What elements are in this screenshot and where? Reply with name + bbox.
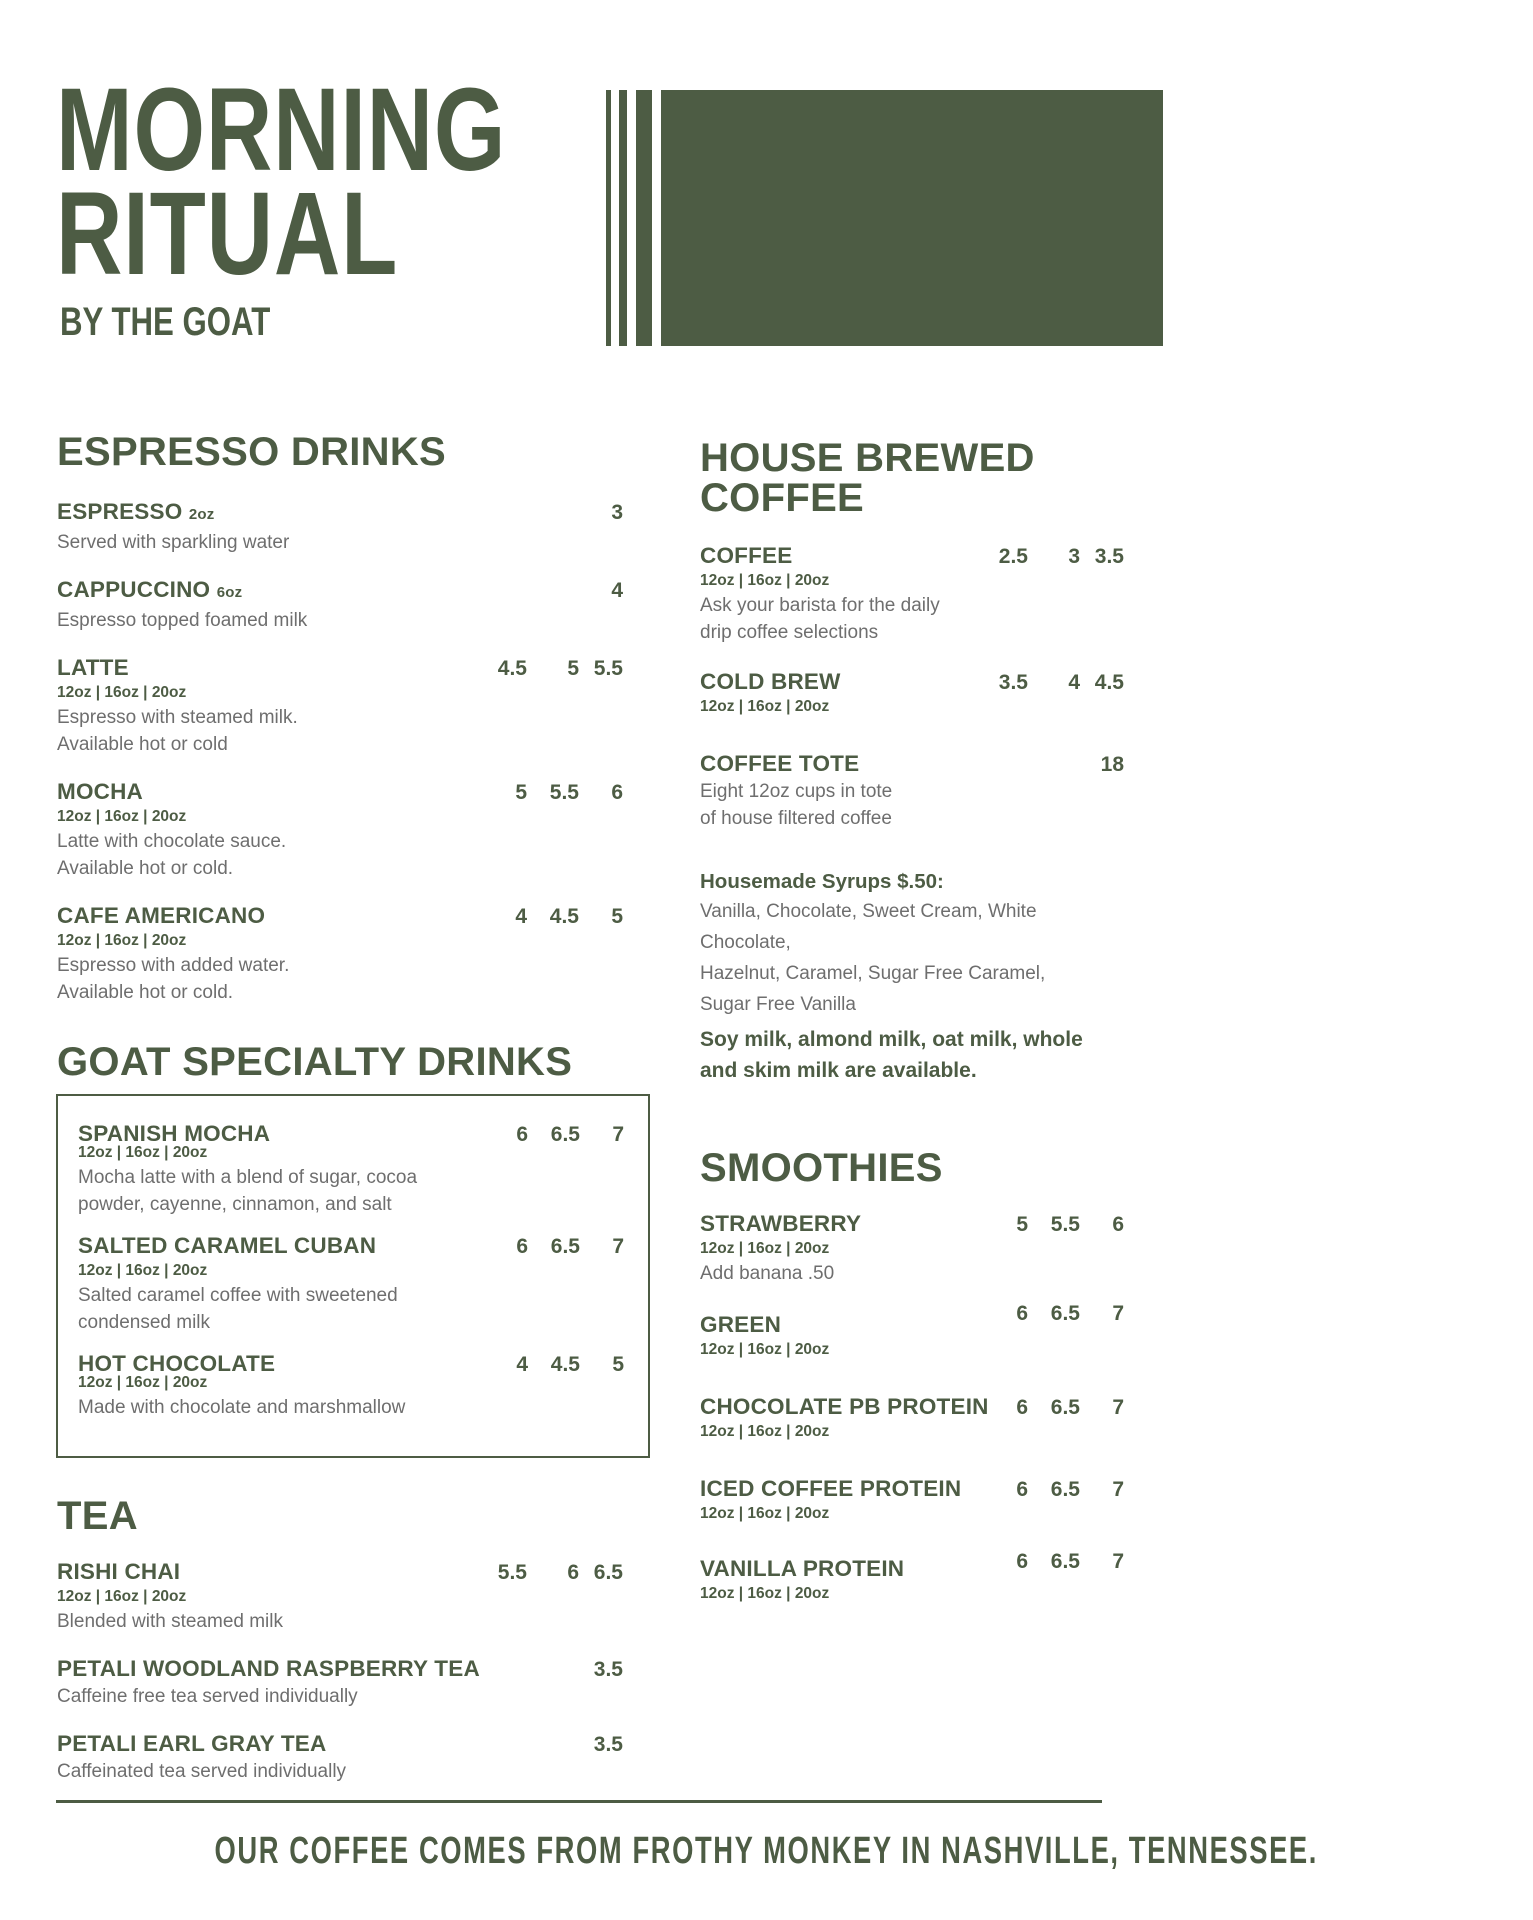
decorative-stripe [606,90,611,346]
price: 7 [1112,1302,1124,1325]
item-sizes: 12oz | 16oz | 20oz [700,1341,830,1358]
price: 4.5 [549,905,579,928]
item-prices [484,1234,624,1260]
price: 4.5 [1094,671,1124,694]
price: 6.5 [550,1235,580,1258]
menu-item [700,750,1124,832]
item-description: of house filtered coffee [700,808,892,829]
header-banner-block [661,90,1163,346]
item-prices [483,904,623,930]
price: 7 [612,1235,624,1258]
price: 6 [516,1123,528,1146]
price: 5 [515,781,527,804]
price: 7 [1112,1478,1124,1501]
item-description: Salted caramel coffee with sweetened [78,1285,398,1306]
menu-title-line1: MORNING [56,64,507,196]
menu-item [57,654,623,758]
price: 5.5 [549,781,579,804]
item-description: Caffeinated tea served individually [57,1761,347,1782]
menu-item [57,498,623,556]
menu-item [700,1210,1124,1287]
section-tea [57,1496,623,1785]
menu-item [700,1302,1124,1361]
menu-item [78,1120,624,1218]
menu-item [700,668,1124,718]
item-name: CHOCOLATE PB PROTEIN [700,1394,989,1419]
item-name: VANILLA PROTEIN [700,1556,905,1581]
item-name: ESPRESSO 2oz [57,499,215,524]
section-house-brewed-coffee [700,438,1124,832]
item-name: CAPPUCCINO 6oz [57,577,243,602]
item-sizes: 12oz | 16oz | 20oz [700,572,830,589]
item-prices [984,670,1124,696]
price: 6.5 [1050,1478,1080,1501]
price: 5 [611,905,623,928]
item-name: STRAWBERRY [700,1211,862,1236]
price: 6.5 [1050,1550,1080,1573]
section-specialty-drinks [78,1120,624,1421]
price: 6 [611,781,623,804]
milk-note-line: Soy milk, almond milk, oat milk, whole [700,1028,1083,1051]
item-prices [483,780,623,806]
price: 6 [1112,1213,1124,1236]
item-name: LATTE [57,655,129,680]
item-name: PETALI WOODLAND RASPBERRY TEA [57,1656,480,1681]
item-sizes: 12oz | 16oz | 20oz [78,1374,208,1391]
menu-item [57,902,623,1006]
section-specialty-title [57,1042,623,1082]
item-oz: 2oz [188,506,215,523]
price: 4 [611,579,623,602]
menu-title [56,64,507,300]
item-prices [1064,752,1124,778]
item-name: MOCHA [57,779,143,804]
item-name: SPANISH MOCHA [78,1121,271,1146]
item-prices [984,1477,1124,1503]
item-description: Espresso topped foamed milk [57,610,308,631]
item-sizes: 12oz | 16oz | 20oz [78,1262,208,1279]
item-description: Available hot or cold. [57,858,234,879]
price: 4.5 [497,657,527,680]
price: 4 [515,905,527,928]
item-description: Eight 12oz cups in tote [700,781,893,802]
item-sizes: 12oz | 16oz | 20oz [57,1588,187,1605]
section-espresso-drinks [57,432,623,1006]
price: 3.5 [998,671,1028,694]
section-title [700,438,1124,518]
item-description: Blended with steamed milk [57,1611,283,1632]
item-prices [563,578,623,604]
price: 7 [612,1123,624,1146]
item-description: Add banana .50 [700,1263,835,1284]
syrups-line: Sugar Free Vanilla [700,994,856,1015]
price: 6 [1016,1478,1028,1501]
price: 7 [1112,1396,1124,1419]
item-sizes: 12oz | 16oz | 20oz [78,1144,208,1161]
item-description: Made with chocolate and marshmallow [78,1397,406,1418]
item-name: PETALI EARL GRAY TEA [57,1731,327,1756]
footer-divider [56,1800,1102,1803]
price: 6.5 [550,1123,580,1146]
item-prices [984,1395,1124,1421]
item-name: COFFEE [700,543,793,568]
price: 6.5 [1050,1396,1080,1419]
price: 3 [611,501,623,524]
decorative-stripe [636,90,652,346]
menu-item [78,1232,624,1336]
price: 5 [567,657,579,680]
menu-item [700,1393,1124,1443]
price: 4 [516,1353,528,1376]
price: 6.5 [1050,1302,1080,1325]
price: 6 [1016,1396,1028,1419]
item-name: RISHI CHAI [57,1559,181,1584]
item-prices [483,656,623,682]
decorative-stripe [619,90,627,346]
item-description: Espresso with steamed milk. [57,707,298,728]
menu-item [57,1730,623,1785]
menu-item [700,1475,1124,1525]
menu-item [57,778,623,882]
item-name: GREEN [700,1312,782,1337]
price: 5.5 [1050,1213,1080,1236]
price: 6 [516,1235,528,1258]
item-description: powder, cayenne, cinnamon, and salt [78,1194,392,1215]
item-prices [984,1301,1124,1327]
item-name: CAFE AMERICANO [57,903,266,928]
price: 4 [1068,671,1080,694]
item-description: condensed milk [78,1312,211,1333]
syrups-block [700,868,1124,1020]
item-sizes: 12oz | 16oz | 20oz [700,1505,830,1522]
section-title: TEA [57,1494,138,1538]
item-prices [484,1122,624,1148]
item-name: HOT CHOCOLATE [78,1351,276,1376]
price: 5.5 [497,1561,527,1584]
price: 3 [1068,545,1080,568]
item-description: Espresso with added water. [57,955,290,976]
item-name: ICED COFFEE PROTEIN [700,1476,962,1501]
syrups-line: Vanilla, Chocolate, Sweet Cream, White Chocolate, [700,901,1037,953]
item-sizes: 12oz | 16oz | 20oz [57,932,187,949]
price: 5 [1016,1213,1028,1236]
milk-note-line: and skim milk are available. [700,1059,977,1082]
item-prices [483,1560,623,1586]
item-sizes: 12oz | 16oz | 20oz [700,1585,830,1602]
item-sizes: 12oz | 16oz | 20oz [57,684,187,701]
price: 2.5 [998,545,1028,568]
price: 6 [1016,1550,1028,1573]
price: 6 [1016,1302,1028,1325]
menu-item [700,1550,1124,1605]
item-prices [484,1352,624,1378]
menu-item [57,1558,623,1635]
item-prices [984,1212,1124,1238]
menu-item [57,1655,623,1710]
item-description: Ask your barista for the daily [700,595,940,616]
section-title-line1: HOUSE BREWED [700,436,1035,480]
section-title: SMOOTHIES [700,1146,943,1190]
price: 5 [612,1353,624,1376]
item-description: Served with sparkling water [57,532,290,553]
item-sizes: 12oz | 16oz | 20oz [700,1240,830,1257]
section-smoothies [700,1148,1124,1605]
footer-note [0,1829,1318,1873]
item-description: Available hot or cold. [57,982,234,1003]
item-description: Mocha latte with a blend of sugar, cocoa [78,1167,418,1188]
syrups-title: Housemade Syrups $.50: [700,870,944,893]
item-description: Caffeine free tea served individually [57,1686,358,1707]
menu-title-line2: RITUAL [56,168,399,300]
price: 6.5 [593,1561,623,1584]
price: 4.5 [550,1353,580,1376]
item-name: SALTED CARAMEL CUBAN [78,1233,377,1258]
item-prices [563,1732,623,1758]
item-oz: 6oz [216,584,243,601]
item-sizes: 12oz | 16oz | 20oz [700,698,830,715]
milk-note [700,1024,1124,1086]
footer-note-text: OUR COFFEE COMES FROM FROTHY MONKEY IN NASHVILLE, TENNESSEE. [214,1830,1318,1872]
section-title: GOAT SPECIALTY DRINKS [57,1040,573,1084]
section-title: ESPRESSO DRINKS [57,430,447,474]
item-description: Latte with chocolate sauce. [57,831,287,852]
item-description: drip coffee selections [700,622,879,643]
price: 3.5 [593,1733,623,1756]
price: 5.5 [593,657,623,680]
item-name: COLD BREW [700,669,841,694]
price: 7 [1112,1550,1124,1573]
price: 3.5 [1094,545,1124,568]
item-sizes: 12oz | 16oz | 20oz [700,1423,830,1440]
item-prices [563,1657,623,1683]
menu-item [57,576,623,634]
item-sizes: 12oz | 16oz | 20oz [57,808,187,825]
syrups-line: Hazelnut, Caramel, Sugar Free Caramel, [700,963,1046,984]
menu-item [78,1350,624,1421]
item-description: Available hot or cold [57,734,228,755]
item-prices [984,1549,1124,1575]
menu-item [700,542,1124,646]
item-prices [984,544,1124,570]
price: 3.5 [593,1658,623,1681]
menu-subtitle: BY THE GOAT [60,300,271,344]
item-prices [563,500,623,526]
price: 6 [567,1561,579,1584]
item-name: COFFEE TOTE [700,751,860,776]
section-title-line2: COFFEE [700,476,865,520]
price: 18 [1100,753,1124,776]
